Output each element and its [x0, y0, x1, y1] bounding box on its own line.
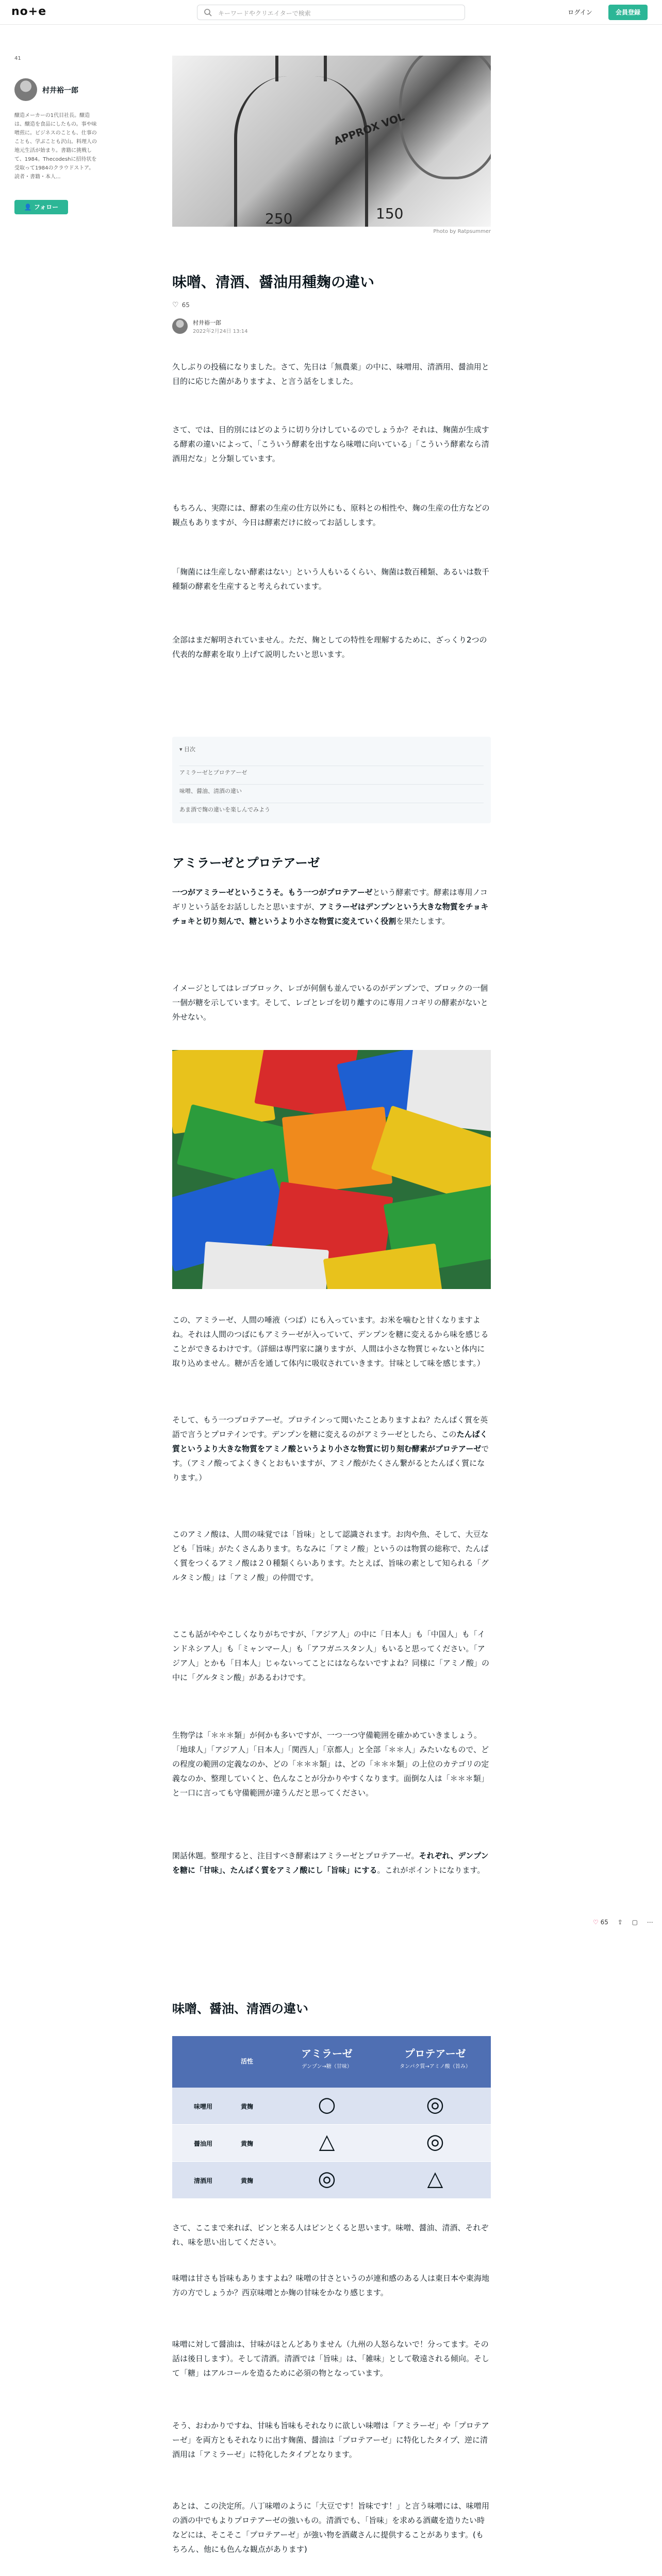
- avatar[interactable]: [14, 78, 37, 101]
- comment-icon[interactable]: ▢: [632, 1919, 638, 1926]
- like-number: 65: [181, 301, 190, 309]
- avatar[interactable]: [172, 318, 188, 334]
- measure-mark: 250: [265, 210, 293, 227]
- col-header: アミラーゼ: [301, 2047, 353, 2060]
- row-label: 清酒用: [193, 2177, 212, 2184]
- search-placeholder: キーワードやクリエイターで検索: [218, 10, 311, 17]
- sidebar-bio: 醸造メーカーの1代目社長。醸造は、醸造を食品にしたもの。事や味噌煎に。ビジネスのことも、仕事のことも、学ぶことも沢山。料理人の地元生活が始まり。書籍に挑戦して、1984。Thecodeshに招待状を受取って1984のクラウドストア。読者・書籍・本人...: [14, 113, 97, 180]
- row-cell: 黄麹: [240, 2177, 253, 2184]
- login-button[interactable]: ログイン: [568, 9, 592, 16]
- beaker-shape: [234, 76, 368, 227]
- search-icon: [204, 8, 212, 16]
- paragraph: 生物学は「＊＊＊類」が何かも多いですが、一つ一つ守備範囲を確かめていきましょう。「地球人」「アジア人」「日本人」「関西人」「京都人」と全部「＊＊人」みたいなもので、どの程度の範囲の定義なのか、どの「＊＊＊類」は、どの「＊＊＊類」の上位のカテゴリの定義なのか、整理していくと、色んなことが分かりやすくなります。面倒な人は「＊＊＊類」と一口に言っても守備範囲が違うんだと思ってください。: [172, 1731, 489, 1798]
- paragraph: このアミノ酸は、人間の味覚では「旨味」として認識されます。お肉や魚、そして、大豆なども「旨味」がたくさんあります。ちなみに「アミノ酸」というのは物質の総称で、たんぱく質をつくるアミノ酸は２０種類くらいあります。たとえば、旨味の素として知られる「グルタミン酸」は「アミノ酸」の仲間です。: [172, 1530, 489, 1582]
- row-cell: ○: [318, 2093, 336, 2116]
- col-header: プロテアーゼ: [404, 2047, 466, 2060]
- paragraph: あとは、この決定所。八丁味噌のように「大豆です！旨味です！」と言う味噌には、味噌用の酒の中でもよりプロテアーゼの強いもの。清酒でも、「旨味」を求める酒蔵を造りたい時などには、そこそこ「プロテアーゼ」が強い物を酒蔵さんに提供することがあります。(もちろん、他にも色んな観点があります): [172, 2501, 490, 2554]
- paragraph: 「麹菌には生産しない酵素はない」という人もいるくらい、麹菌は数百種類、あるいは数千種類の酵素を生産すると考えられています。: [172, 567, 490, 591]
- measure-label: APPROX VOL: [332, 110, 406, 147]
- toc-item[interactable]: アミラーゼとプロテアーゼ: [179, 766, 484, 779]
- col-subheader: デンプン→糖（甘味）: [302, 2064, 352, 2070]
- section-heading: アミラーゼとプロテアーゼ: [172, 856, 320, 870]
- paragraph: ここも話がややこしくなりがちですが、「アジア人」の中に「日本人」も「中国人」も「インドネシア人」も「ミャンマー人」も「アフガニスタン人」もいると思ってください。「アジア人」とかも「日本人」じゃないってことにはならないですよね？同様に「アミノ酸」の中に「グルタミン酸」があるわけです。: [172, 1630, 490, 1682]
- row-cell: △: [319, 2130, 335, 2154]
- author-sidebar: [14, 56, 148, 211]
- follow-label: フォロー: [34, 204, 59, 211]
- follow-icon: 👤: [24, 204, 32, 211]
- row-cell: ◎: [426, 2130, 444, 2154]
- heart-icon[interactable]: ♡: [593, 1919, 599, 1926]
- row-cell: 黄麹: [240, 2103, 253, 2110]
- paragraph: そう、おわかりですね、甘味も旨味もそれなりに欲しい味噌は「アミラーゼ」や「プロテアーゼ」を両方ともそれなりに出す麹菌、醤油は「プロテアーゼ」に特化したタイプ、逆に清酒用は「アミラーゼ」に特化したタイプとなります。: [172, 2421, 489, 2459]
- paragraph: 久しぶりの投稿になりました。さて、先日は「無農薬」の中に、味噌用、清酒用、醤油用と目的に応じた菌がありますよ、と言う話をしました。: [172, 362, 489, 386]
- post-date: 2022年2月24日 13:14: [193, 329, 248, 334]
- enzyme-table: [172, 2036, 491, 2199]
- row-cell: ◎: [318, 2167, 336, 2191]
- section-heading: 味噌、醤油、清酒の違い: [172, 2002, 308, 2016]
- toc-item[interactable]: 味噌、醤油、清酒の違い: [179, 784, 484, 798]
- paragraph: そして、もう一つプロテアーゼ。プロテインって聞いたことありますよね？たんぱく質を英語で言うとプロテインです。デンプンを糖に変えるのがアミラーゼとしたら、このたんぱく質というより大きな物質をアミノ酸というより小さな物質に切り刻む酵素がプロテアーゼです。（アミノ酸ってよくきくとおもいますが、アミノ酸がたくさん繋がるとたんぱく質になります。）: [172, 1415, 489, 1482]
- table-row: [172, 2162, 491, 2199]
- row-cell: 黄麹: [240, 2140, 253, 2147]
- paragraph: もちろん、実際には、酵素の生産の仕方以外にも、原料との相性や、麹の生産の仕方などの観点もありますが、今日は酵素だけに絞ってお話しします。: [172, 503, 490, 527]
- paragraph: イメージとしてはレゴブロック、レゴが何個も並んでいるのがデンプンで、ブロックの一個一個が糖を示しています。そして、レゴとレゴを切り離すのに専用ノコギリの酵素がないと外せない。: [172, 984, 488, 1022]
- paragraph: 一つがアミラーゼというこうそ。もう一つがプロテアーゼという酵素です。酵素は専用ノコギリという話をお話ししたと思いますが、アミラーゼはデンプンという大きな物質をチョキチョキと切り刻んで、糖というより小さな物質に変えていく役割を果たします。: [172, 888, 489, 926]
- search-box[interactable]: [197, 5, 465, 20]
- like-count[interactable]: [172, 301, 190, 311]
- table-row: [172, 2125, 491, 2162]
- like-number: 65: [600, 1919, 608, 1926]
- flask-shape: [399, 56, 491, 179]
- follow-button[interactable]: [14, 200, 68, 214]
- note-logo[interactable]: no+e: [11, 5, 47, 18]
- article-author[interactable]: [172, 317, 378, 338]
- row-label: 醤油用: [193, 2140, 212, 2147]
- lego-image: [172, 1050, 491, 1289]
- hero-image: [172, 56, 491, 227]
- row-label: 味噌用: [193, 2103, 212, 2110]
- row-cell: ◎: [426, 2093, 444, 2116]
- paragraph: さて、ここまで来れば、ピンと来る人はピンとくると思います。味噌、醤油、清酒、それぞれ、味を思い出してください。: [172, 2223, 489, 2247]
- table-header: [172, 2036, 491, 2088]
- toc-heading[interactable]: ▾ 目次: [179, 746, 196, 753]
- table-of-contents: [172, 737, 491, 823]
- paragraph: 閑話休題。整理すると、注目すべき酵素はアミラーゼとプロテアーゼ。それぞれ、デンプンを糖に「甘味」、たんぱく質をアミノ酸にし「旨味」にする。これがポイントになります。: [172, 1851, 489, 1875]
- floating-actions: [593, 1919, 660, 1929]
- paragraph: 味噌は甘さも旨味もありますよね？味噌の甘さというのが連和感のある人は東日本や東海地方の方でしょうか？西京味噌とか麹の甘味をかなり感じます。: [172, 2274, 490, 2297]
- col-subheader: タンパク質→アミノ酸（旨み）: [400, 2064, 471, 2070]
- col-header: 活性: [240, 2058, 253, 2065]
- signup-button[interactable]: 会員登録: [608, 5, 648, 20]
- article-title: 味噌、清酒、醤油用種麹の違い: [172, 274, 375, 291]
- author-name[interactable]: 村井裕一郎: [193, 319, 221, 326]
- paragraph: 味噌に対して醤油は、甘味がほとんどありません（九州の人怒らないで！分ってます。その話は後日します）。そして清酒。清酒では「旨味」は、「雑味」として敬遠される傾向。そして「糖」はアルコールを造るために必須の物となっています。: [172, 2340, 490, 2378]
- sidebar-author-name[interactable]: 村井裕一郎: [42, 87, 78, 95]
- more-icon[interactable]: ⋯: [647, 1919, 653, 1926]
- paragraph: 全部はまだ解明されていません。ただ、麹としての特性を理解するために、ざっくり2つの代表的な酵素を取り上げて説明したいと思います。: [172, 635, 487, 659]
- share-icon[interactable]: ⇪: [617, 1919, 623, 1926]
- photo-credit[interactable]: Photo by Ratpsummer: [433, 229, 491, 234]
- sidebar-profile[interactable]: [14, 78, 148, 103]
- paragraph: この、アミラーゼ、人間の唾液（つば）にも入っています。お米を噛むと甘くなりますよね。それは人間のつばにもアミラーゼが入っていて、デンプンを糖に変えるから味を感じることができるわけです。（詳細は専門家に譲りますが、人間は小さな物質じゃないと体内に取り込めません。糖が舌を通して体内に吸収されていきます。甘味として味を感じます。）: [172, 1315, 489, 1368]
- row-cell: △: [427, 2167, 443, 2191]
- toc-item[interactable]: あま酒で麹の違いを楽しんでみよう: [179, 803, 484, 817]
- paragraph: さて、では、目的別にはどのように切り分けしているのでしょうか？それは、麹菌が生成する酵素の違いによって、「こういう酵素を出すなら味噌に向いている」「こういう酵素なら清酒用だな」と分類しています。: [172, 425, 489, 463]
- sidebar-count: 41: [14, 56, 21, 61]
- table-row: [172, 2088, 491, 2125]
- heart-icon[interactable]: ♡: [172, 301, 179, 309]
- measure-mark: 150: [376, 205, 404, 222]
- site-header: [0, 0, 662, 25]
